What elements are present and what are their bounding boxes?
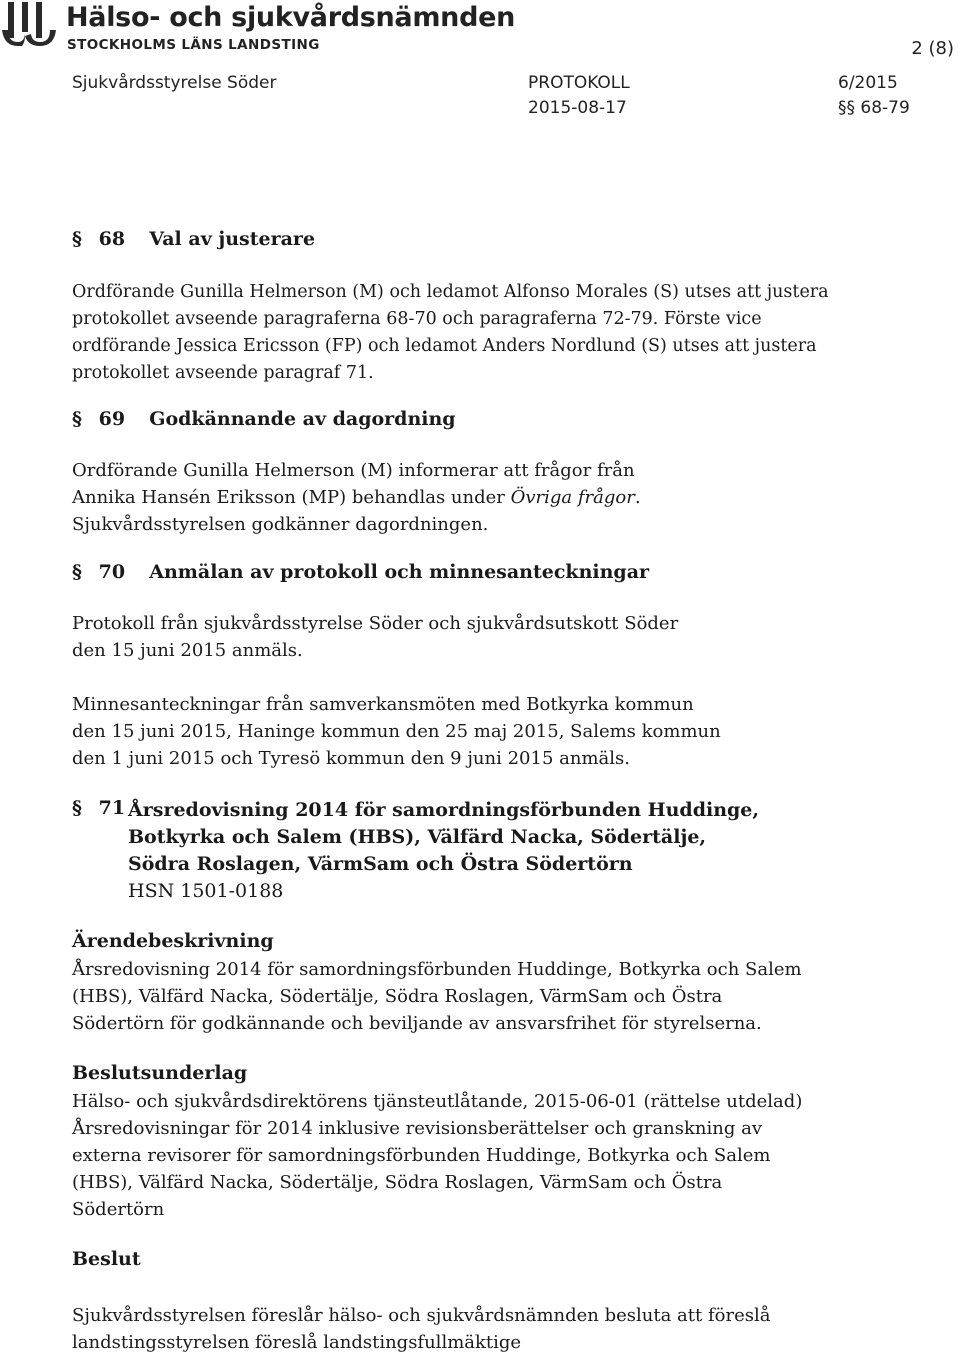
section-title: Godkännande av dagordning [149, 408, 456, 430]
county-council-logo [0, 0, 60, 52]
title-line: Södra Roslagen, VärmSam och Östra Södertörn [128, 853, 633, 875]
section-number: 69 [98, 408, 126, 430]
section-number: 70 [98, 561, 126, 583]
section-symbol: § [72, 408, 82, 430]
section-70-para-1 [72, 610, 678, 664]
section-heading-70 [72, 561, 649, 583]
doc-type: PROTOKOLL [528, 73, 630, 93]
arende-heading: Ärendebeskrivning [72, 930, 274, 952]
body-line: Ordförande Gunilla Helmerson (M) och ledamot Alfonso Morales (S) utses att justera [72, 282, 829, 302]
org-subtitle: STOCKHOLMS LÄNS LANDSTING [67, 37, 320, 53]
section-68-body [72, 279, 829, 387]
body-line: ordförande Jessica Ericsson (FP) och ledamot Anders Nordlund (S) utses att justera [72, 336, 817, 356]
page-number: 2 (8) [911, 38, 954, 59]
section-symbol: § [72, 228, 82, 250]
body-line: landstingsstyrelsen föreslå landstingsfullmäktige [72, 1332, 522, 1353]
body-line: Ordförande Gunilla Helmerson (M) informerar att frågor från [72, 460, 635, 481]
body-line: (HBS), Välfärd Nacka, Södertälje, Södra Roslagen, VärmSam och Östra [72, 986, 723, 1007]
beslutsunderlag-body [72, 1088, 802, 1223]
body-line: den 15 juni 2015 anmäls. [72, 640, 303, 661]
body-line: protokollet avseende paragraferna 68-70 och paragraferna 72-79. Förste vice [72, 309, 762, 329]
body-line: Hälso- och sjukvårdsdirektörens tjänsteutlåtande, 2015-06-01 (rättelse utdelad) [72, 1091, 803, 1112]
body-line: Årsredovisning 2014 för samordningsförbunden Huddinge, Botkyrka och Salem [72, 959, 802, 980]
body-line: Sjukvårdsstyrelsen föreslår hälso- och sjukvårdsnämnden besluta att föreslå [72, 1305, 771, 1326]
section-70-para-2 [72, 691, 721, 772]
section-69-body [72, 457, 641, 538]
section-number: 71 [98, 797, 126, 819]
section-heading-68 [72, 228, 315, 250]
section-symbol: § [72, 561, 82, 583]
body-line: externa revisorer för samordningsförbunden Huddinge, Botkyrka och Salem [72, 1145, 771, 1166]
section-number: 68 [98, 228, 126, 250]
body-line: den 1 juni 2015 och Tyresö kommun den 9 juni 2015 anmäls. [72, 748, 630, 769]
committee-name: Sjukvårdsstyrelse Söder [72, 73, 277, 93]
org-name: Hälso- och sjukvårdsnämnden [66, 2, 516, 33]
section-71-title [128, 797, 759, 905]
beslutsunderlag-heading: Beslutsunderlag [72, 1062, 248, 1084]
body-line: Södertörn för godkännande och beviljande av ansvarsfrihet för styrelserna. [72, 1013, 762, 1034]
body-line: Annika Hansén Eriksson (MP) behandlas under Övriga frågor. [72, 487, 641, 508]
body-line: Minnesanteckningar från samverkansmöten med Botkyrka kommun [72, 694, 694, 715]
paragraph-range: §§ 68-79 [838, 98, 910, 118]
beslut-body [72, 1302, 770, 1356]
emphasis-text: Övriga frågor [510, 487, 635, 508]
body-line: Södertörn [72, 1199, 165, 1220]
arende-body [72, 956, 802, 1037]
title-line: Årsredovisning 2014 för samordningsförbunden Huddinge, [128, 799, 760, 821]
case-number: HSN 1501-0188 [128, 880, 284, 902]
meeting-date: 2015-08-17 [528, 98, 627, 118]
section-symbol: § [72, 797, 82, 819]
section-heading-71 [72, 797, 133, 819]
body-line: Årsredovisningar för 2014 inklusive revisionsberättelser och granskning av [72, 1118, 763, 1139]
body-line: Sjukvårdsstyrelsen godkänner dagordningen. [72, 514, 489, 535]
beslut-heading: Beslut [72, 1248, 141, 1270]
body-line: (HBS), Välfärd Nacka, Södertälje, Södra Roslagen, VärmSam och Östra [72, 1172, 723, 1193]
section-title: Val av justerare [149, 228, 316, 250]
title-line: Botkyrka och Salem (HBS), Välfärd Nacka, Södertälje, [128, 826, 707, 848]
doc-number: 6/2015 [838, 73, 898, 93]
body-line: den 15 juni 2015, Haninge kommun den 25 maj 2015, Salems kommun [72, 721, 721, 742]
section-title: Anmälan av protokoll och minnesanteckningar [149, 561, 650, 583]
section-heading-69 [72, 408, 456, 430]
body-line: Protokoll från sjukvårdsstyrelse Söder och sjukvårdsutskott Söder [72, 613, 679, 634]
body-line: protokollet avseende paragraf 71. [72, 363, 374, 383]
